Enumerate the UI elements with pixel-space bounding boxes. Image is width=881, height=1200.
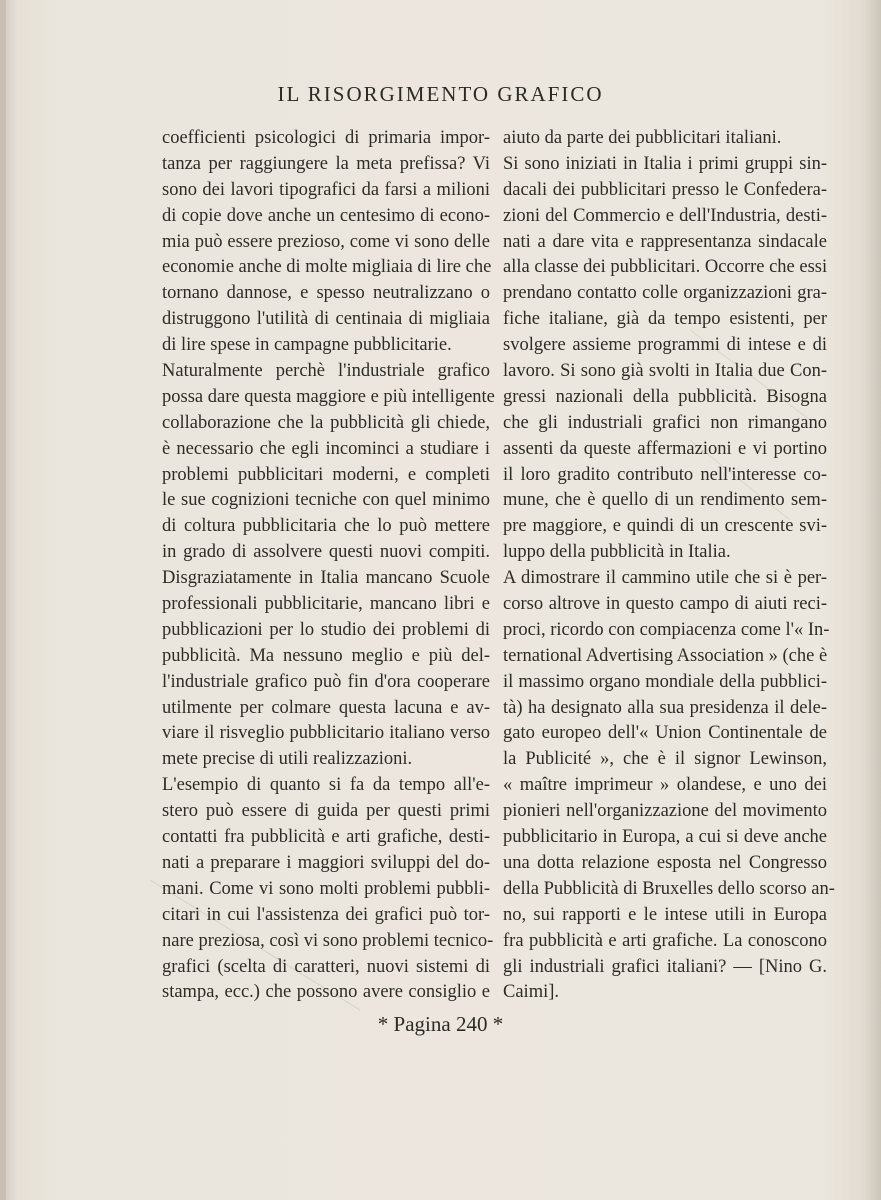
text-line: Disgraziatamente in Italia mancano Scuole bbox=[162, 568, 490, 589]
text-line: gli industriali grafici italiani? — [Nino G. bbox=[503, 956, 827, 977]
text-line: proci, ricordo con compiacenza come l'« In- bbox=[503, 619, 830, 640]
text-line: fra pubblicità e arti grafiche. La conoscono bbox=[503, 930, 827, 951]
text-line: l'industriale grafico può fin d'ora cooperare bbox=[162, 671, 490, 692]
text-line: la Publicité », che è il signor Lewinson, bbox=[503, 749, 827, 770]
text-line: di lire spese in campagne pubblicitarie. bbox=[162, 335, 452, 356]
text-line: Si sono iniziati in Italia i primi gruppi sin- bbox=[503, 153, 827, 174]
text-line: in grado di assolvere questi nuovi compiti. bbox=[162, 542, 490, 563]
text-line: assenti da queste affermazioni e vi portino bbox=[503, 438, 827, 459]
text-line: fiche italiane, già da tempo esistenti, per bbox=[503, 309, 827, 330]
text-line: tanza per raggiungere la meta prefissa? Vi bbox=[162, 153, 490, 174]
page-title: IL RISORGIMENTO GRAFICO bbox=[277, 82, 604, 106]
text-line: zioni del Commercio e dell'Industria, desti- bbox=[503, 205, 827, 226]
text-line: pubblicazioni per lo studio dei problemi di bbox=[162, 619, 490, 640]
text-line: stero può essere di guida per questi primi bbox=[162, 801, 490, 822]
text-line: ternational Advertising Association » (che è bbox=[503, 645, 828, 666]
text-line: di coltura pubblicitaria che lo può mettere bbox=[162, 516, 490, 537]
text-line: dacali dei pubblicitari presso le Confedera- bbox=[503, 179, 827, 200]
text-line: citari in cui l'assistenza dei grafici può tor- bbox=[162, 904, 490, 925]
text-line: nati a dare vita e rappresentanza sindacale bbox=[503, 231, 827, 252]
text-line: stampa, ecc.) che possono avere consiglio e bbox=[162, 982, 490, 1003]
text-line: luppo della pubblicità in Italia. bbox=[503, 542, 731, 563]
text-line: grafici (scelta di caratteri, nuovi sistemi di bbox=[162, 956, 490, 977]
text-line: nare preziosa, così vi sono problemi tecnico- bbox=[162, 930, 494, 951]
text-line: mete precise di utili realizzazioni. bbox=[162, 749, 413, 770]
text-line: il massimo organo mondiale della pubblici- bbox=[503, 671, 827, 692]
text-line: A dimostrare il cammino utile che si è per- bbox=[503, 568, 827, 589]
text-line: aiuto da parte dei pubblicitari italiani. bbox=[503, 128, 782, 148]
text-line: corso altrove in questo campo di aiuti reci- bbox=[503, 594, 827, 615]
text-line: L'esempio di quanto si fa da tempo all'e- bbox=[162, 775, 490, 796]
page-number: * Pagina 240 * bbox=[377, 1012, 504, 1036]
text-line: nati a preparare i maggiori sviluppi del do- bbox=[162, 852, 490, 873]
text-line: il loro gradito contributo nell'interesse co- bbox=[503, 464, 827, 485]
text-line: una dotta relazione esposta nel Congresso bbox=[503, 852, 827, 873]
text-line: mia può essere prezioso, come vi sono delle bbox=[162, 231, 490, 252]
text-line: mani. Come vi sono molti problemi pubbli- bbox=[162, 878, 490, 899]
text-line: svolgere assieme programmi di intese e di bbox=[503, 335, 827, 356]
text-line: pionieri nell'organizzazione del movimento bbox=[503, 801, 827, 822]
text-line: problemi pubblicitari moderni, e completi bbox=[162, 464, 490, 485]
text-line: gato europeo dell'« Union Continentale de bbox=[503, 723, 827, 744]
text-line: alla classe dei pubblicitari. Occorre che essi bbox=[503, 257, 828, 278]
text-line: sono dei lavori tipografici da farsi a milioni bbox=[162, 179, 490, 200]
text-line: distruggono l'utilità di centinaia di migliaia bbox=[162, 309, 490, 330]
text-line: viare il risveglio pubblicitario italiano verso bbox=[162, 723, 490, 744]
text-line: collaborazione che la pubblicità gli chiede, bbox=[162, 412, 490, 433]
text-column-right bbox=[503, 126, 835, 1006]
text-line: « maître imprimeur » olandese, e uno dei bbox=[503, 775, 827, 796]
text-line: tornano dannose, e spesso neutralizzano o bbox=[162, 283, 490, 304]
text-line: no, sui rapporti e le intese utili in Europa bbox=[503, 904, 827, 925]
text-line: prendano contatto colle organizzazioni gra- bbox=[503, 283, 827, 304]
text-line: della Pubblicità di Bruxelles dello scorso an- bbox=[503, 878, 835, 899]
text-line: coefficienti psicologici di primaria impor- bbox=[162, 128, 490, 148]
text-line: economie anche di molte migliaia di lire che bbox=[162, 257, 492, 278]
text-line: pubblicitario in Europa, a cui si deve anche bbox=[503, 827, 827, 848]
text-line: Naturalmente perchè l'industriale grafico bbox=[162, 361, 490, 382]
text-line: gressi nazionali della pubblicità. Bisogna bbox=[503, 386, 827, 407]
text-line: professionali pubblicitarie, mancano libri e bbox=[162, 594, 490, 615]
text-line: mune, che è quello di un rendimento sem- bbox=[503, 490, 827, 511]
text-line: le sue cognizioni tecniche con quel minimo bbox=[162, 490, 490, 511]
text-line: pubblicità. Ma nessuno meglio e più del- bbox=[162, 645, 490, 666]
text-line: utilmente per colmare questa lacuna e av- bbox=[162, 697, 490, 718]
text-line: pre maggiore, e quindi di un crescente svi- bbox=[503, 516, 827, 537]
text-line: che gli industriali grafici non rimangano bbox=[503, 412, 827, 433]
text-line: Caimi]. bbox=[503, 982, 560, 1003]
text-line: lavoro. Si sono già svolti in Italia due Con- bbox=[503, 361, 827, 382]
text-line: contatti fra pubblicità e arti grafiche, desti- bbox=[162, 827, 490, 848]
text-column-left bbox=[162, 126, 495, 1006]
text-line: tà) ha designato alla sua presidenza il dele- bbox=[503, 697, 827, 718]
text-line: possa dare questa maggiore e più intelligente bbox=[162, 386, 495, 407]
text-line: è necessario che egli incominci a studiare i bbox=[162, 438, 490, 459]
text-line: di copie dove anche un centesimo di econo- bbox=[162, 205, 490, 226]
